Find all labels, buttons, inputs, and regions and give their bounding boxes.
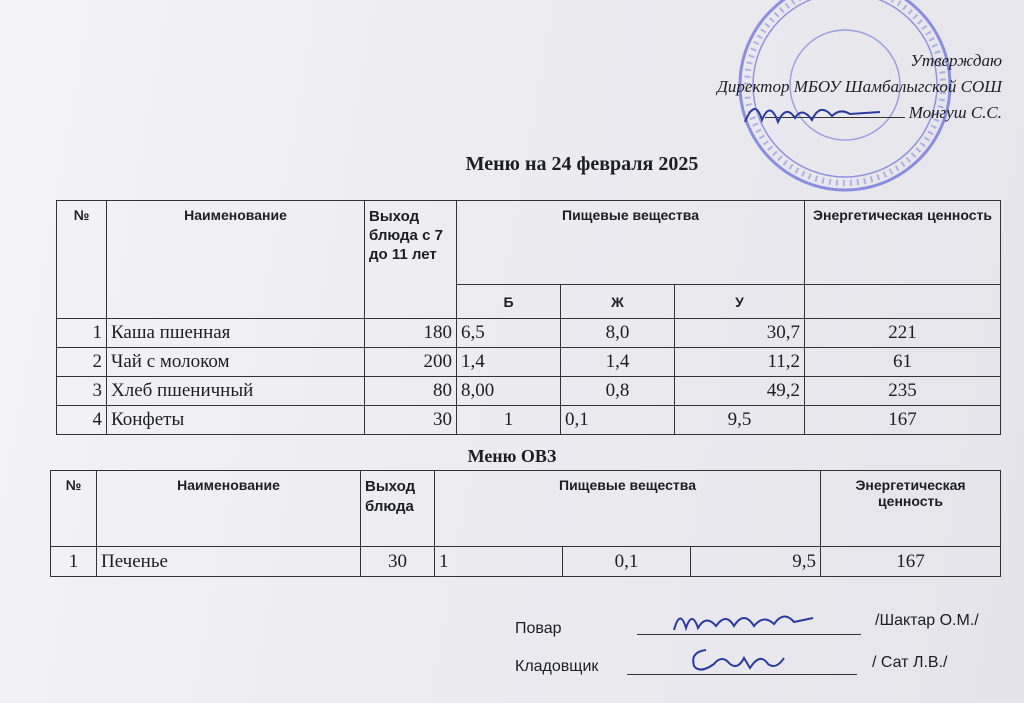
- row-num: 1: [51, 547, 97, 577]
- ovz-menu-title: Меню ОВЗ: [467, 446, 557, 466]
- header-name: Наименование: [107, 201, 365, 319]
- header-energy: Энергетическая ценность: [805, 201, 1001, 285]
- header-nutrients: Пищевые вещества: [457, 201, 805, 285]
- row-yield: 30: [365, 406, 457, 435]
- header-energy: Энергетическая ценность: [821, 471, 1001, 547]
- row-fat: 0,1: [563, 547, 691, 577]
- ovz-menu-table: [50, 470, 1001, 577]
- row-protein: 1: [457, 406, 561, 435]
- row-yield: 200: [365, 348, 457, 377]
- cook-name: /Шактар О.М./: [875, 612, 979, 629]
- page-title: Меню на 24 февраля 2025: [465, 153, 699, 175]
- row-energy: 221: [805, 319, 1001, 348]
- row-protein: 1: [435, 547, 563, 577]
- row-name: Конфеты: [107, 406, 365, 435]
- row-num: 3: [57, 377, 107, 406]
- row-carbs: 30,7: [675, 319, 805, 348]
- row-protein: 1,4: [457, 348, 561, 377]
- storekeeper-signature: [686, 640, 796, 676]
- row-fat: 1,4: [561, 348, 675, 377]
- row-yield: 30: [361, 547, 435, 577]
- header-carbs: У: [675, 285, 805, 319]
- row-fat: 0,1: [561, 406, 675, 435]
- header-name: Наименование: [97, 471, 361, 547]
- row-fat: 0,8: [561, 377, 675, 406]
- header-energy-blank: [805, 285, 1001, 319]
- storekeeper-label: Кладовщик: [515, 658, 599, 675]
- row-num: 2: [57, 348, 107, 377]
- row-energy: 167: [821, 547, 1001, 577]
- row-energy: 235: [805, 377, 1001, 406]
- row-energy: 167: [805, 406, 1001, 435]
- row-energy: 61: [805, 348, 1001, 377]
- table-row: [51, 547, 1001, 577]
- header-fat: Ж: [561, 285, 675, 319]
- row-fat: 8,0: [561, 319, 675, 348]
- header-num: №: [51, 471, 97, 547]
- row-carbs: 9,5: [675, 406, 805, 435]
- approval-position: Директор МБОУ Шамбалыгской СОШ: [717, 77, 1002, 96]
- header-nutrients: Пищевые вещества: [435, 471, 821, 547]
- row-name: Печенье: [97, 547, 361, 577]
- row-carbs: 49,2: [675, 377, 805, 406]
- header-protein: Б: [457, 285, 561, 319]
- table-row: [57, 406, 1001, 435]
- header-num: №: [57, 201, 107, 319]
- row-num: 1: [57, 319, 107, 348]
- cook-signature: [668, 604, 818, 640]
- cook-label: Повар: [515, 620, 562, 637]
- approval-name: Монгуш С.С.: [908, 103, 1002, 122]
- table-row: [57, 377, 1001, 406]
- row-protein: 8,00: [457, 377, 561, 406]
- row-name: Хлеб пшеничный: [107, 377, 365, 406]
- row-protein: 6,5: [457, 319, 561, 348]
- header-yield: Выход блюда: [361, 471, 435, 547]
- table-row: [57, 319, 1001, 348]
- table-row: [57, 348, 1001, 377]
- approval-label: Утверждаю: [910, 51, 1002, 70]
- row-carbs: 9,5: [691, 547, 821, 577]
- row-yield: 180: [365, 319, 457, 348]
- row-name: Каша пшенная: [107, 319, 365, 348]
- row-name: Чай с молоком: [107, 348, 365, 377]
- row-carbs: 11,2: [675, 348, 805, 377]
- header-yield: Выход блюда с 7 до 11 лет: [365, 201, 457, 319]
- menu-table: [56, 200, 1001, 435]
- storekeeper-name: / Сат Л.В./: [872, 654, 948, 671]
- row-num: 4: [57, 406, 107, 435]
- director-signature: [740, 92, 890, 132]
- row-yield: 80: [365, 377, 457, 406]
